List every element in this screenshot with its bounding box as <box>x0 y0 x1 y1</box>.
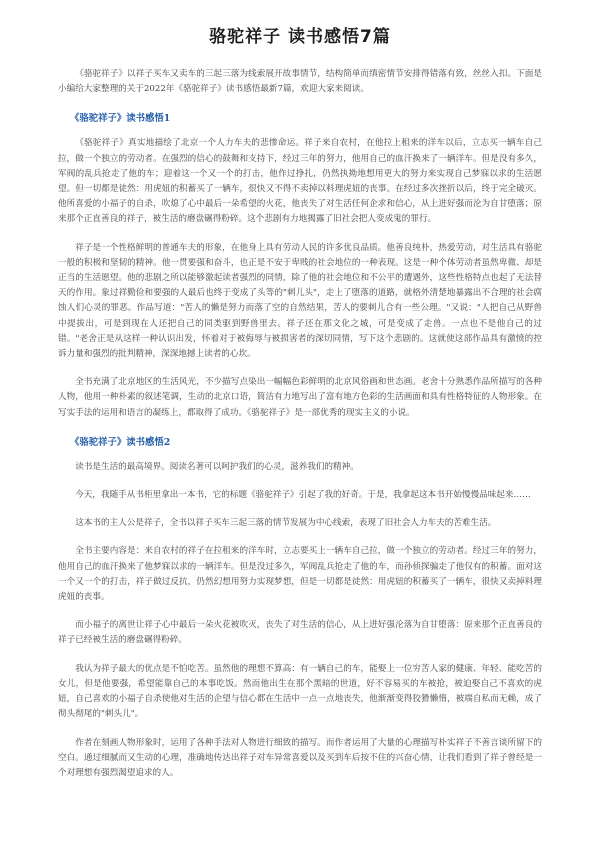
section-heading-2: 《骆驼祥子》读书感悟2 <box>70 436 171 448</box>
section-2-paragraph: 作者在刻画人物形象时，运用了各种手法对人物进行细致的描写。而作者运用了大量的心理描写朴实祥子不善言谈所留下的空白。通过细腻而又生动的心理，准确地传达出祥子对车异常喜爱以及买到车后按不住的兴奋心情，让我们看到了祥子曾经是一个对理想有强烈渴望追求的人。 <box>58 737 542 778</box>
section-heading-1: 《骆驼祥子》读书感悟1 <box>70 113 171 125</box>
section-2-paragraph: 读书是生活的最高境界。阅读名著可以呵护我们的心灵，滋养我们的精神。 <box>75 461 359 472</box>
section-1-paragraph: 《骆驼祥子》真实地描绘了北京一个人力车夫的悲惨命运。祥子来自农村，在他拉上租来的洋车以后，立志买一辆车自己拉，做一个独立的劳动者。在强烈的信心的鼓舞和支持下，经过三年的努力，他用自己的血汗换来了一辆洋车。但是没有多久，军阀的乱兵抢走了他的车；迎着这一个又一个的打击，他作过挣扎，仍然执拗地想用更大的努力来实现自己梦寐以求的生活愿望。但一切都是徒然：用虎妞的积蓄买了一辆车，很快又不得不卖掉以料理虎妞的丧事。在经过多次挫折以后，终于完全破灭。他所喜爱的小福子的自杀，吹熄了心中最后一朵希望的火花，他丧失了对生活任何企求和信心，从上进好强而沦为自甘堕落；原来那个正直善良的祥子，被生活的磨盘碾得粉碎。这个悲剧有力地揭露了旧社会把人变成鬼的罪行。 <box>58 138 542 225</box>
section-2-paragraph: 而小福子的离世让祥子心中最后一朵火花被吹灭，丧失了对生活的信心，从上进好强沦落为自甘堕落：原来那个正直善良的祥子已经被生活的磨盘碾得粉碎。 <box>58 620 542 646</box>
page-title: 骆驼祥子 读书感悟7篇 <box>209 27 391 47</box>
section-1-paragraph: 全书充满了北京地区的生活风光，不少描写点染出一幅幅色彩鲜明的北京风俗画和世态画。老舍十分熟悉作品所描写的各种人物，他用一种朴素的叙述笔调，生动的北京口语，简洁有力地写出了富有地方色彩的生活画面和具有性格特征的人物形象。在写实手法的运用和语言的凝练上，都取得了成功。《骆驼祥子》是一部优秀的现实主义的小说。 <box>58 377 542 418</box>
section-2-paragraph: 全书主要内容是：来自农村的祥子在拉租来的洋车时，立志要买上一辆车自己拉，做一个独立的劳动者。经过三年的努力，他用自己的血汗换来了他梦寐以求的一辆洋车。但是没过多久，军阀乱兵抢走了他的车，而孙侦探骗走了他仅有的积蓄。面对这一个又一个的打击，祥子做过反抗，仍然幻想用努力实现梦想，但是一切都是徒然：用虎妞的积蓄买了一辆车，很快又卖掉料理虎妞的丧事。 <box>58 546 542 603</box>
section-2-paragraph: 这本书的主人公是祥子，全书以祥子买车三起三落的情节发展为中心线索，表现了旧社会人力车夫的苦难生活。 <box>75 518 497 529</box>
section-1-paragraph: 祥子是一个性格鲜明的普通车夫的形象，在他身上具有劳动人民的许多优良品质。他善良纯朴，热爱劳动，对生活具有骆驼一般的积极和坚韧的精神。他一贯要强和奋斗，也正是不安于卑贱的社会地位的一种表现。这是一种个体劳动者虽然卑微、却是正当的生活愿望。他的悲剧之所以能够激起读者强烈的同情，除了他的社会地位和不公平的遭遇外，这些性格特点也起了无法替天的作用。象过祥勤俭和要强的人最后也终于变成了头等的"刺儿头"，走上了堕落的道路，就格外清楚地暴露出不合理的社会腐蚀人们心灵的罪恶。作品写道："苦人的懒是努力而落了空的自然结果，苦人的要刺儿合有一些公理。"又说："人把自己从野兽中提拔出，可是到现在人还把自己的同类驱到野兽里去。祥子还在那文化之城，可是变成了走兽。一点也不是他自己的过错。"老舍正是从这样一种认识出发，怀着对于被侮辱与被损害者的深切同情，写下这个悲剧的。这就使这部作品具有激愤的控诉力量和强烈的批判精神，深深地撼上读者的心坎。 <box>58 242 542 360</box>
section-2-paragraph: 今天，我随手从书柜里拿出一本书，它的标题《骆驼祥子》引起了我的好奇。于是，我拿起这本书开始慢慢品味起来…… <box>75 490 531 501</box>
section-2-paragraph: 我认为祥子最大的优点是不怕吃苦。虽然他的理想不算高：有一辆自己的车，能娶上一位穷苦人家的健康、年轻、能吃苦的女儿，但是他要强，希望能靠自己的本事吃饭。然而他出生在那个黑暗的世道，好不容易买的车被抢，被迫娶自己不喜欢的虎妞，自己喜欢的小福子自杀使他对生活的企望与信心都在生活中一点一点地丧失，他渐渐变得狡猾懒惰，被端自私而无赖，成了彻头彻尾的"刺头儿"。 <box>58 663 542 720</box>
intro-paragraph: 《骆驼祥子》以祥子买车又卖车的三起三落为线索展开故事情节，结构简单而缜密情节安排得错落有致，丝丝入扣。下面是小编给大家整理的关于2022年《骆驼祥子》读书感悟最新7篇，欢迎大家来阅读。 <box>58 69 542 95</box>
